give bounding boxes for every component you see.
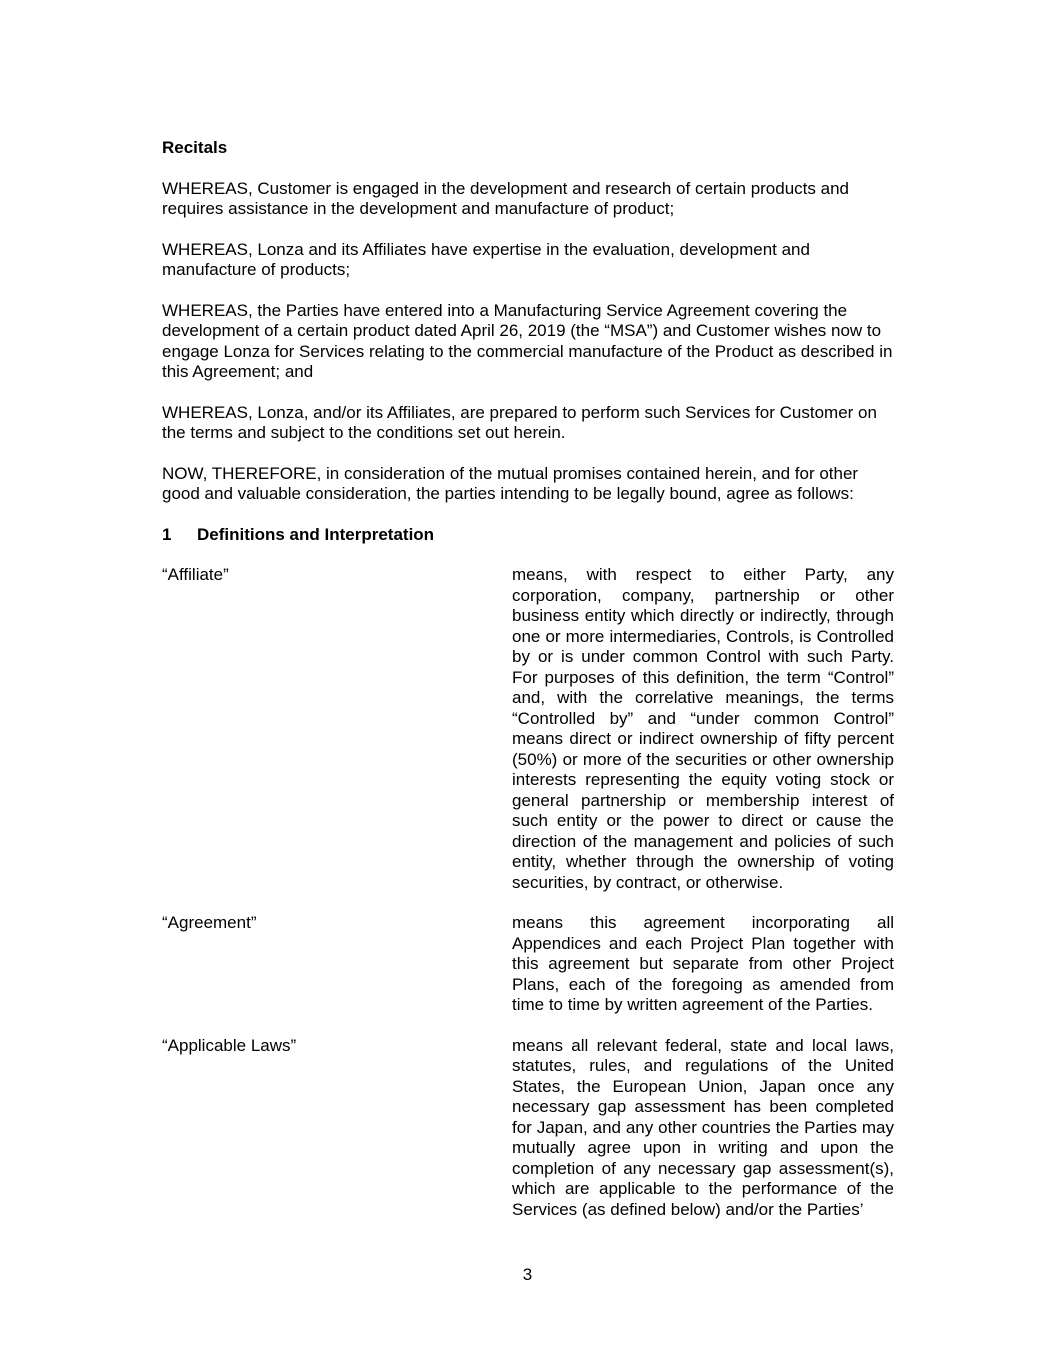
section-title: Definitions and Interpretation <box>197 524 435 544</box>
recital-paragraph: NOW, THEREFORE, in consideration of the mutual promises contained herein, and for other good and valuable consideration, the parties intending to be legally bound, agree as follows: <box>162 463 859 503</box>
definition-term: “Agreement” <box>162 913 257 932</box>
recital-paragraph: WHEREAS, Lonza and its Affiliates have expertise in the evaluation, development and manufacture of products; <box>162 239 810 279</box>
definition-term: “Applicable Laws” <box>162 1035 297 1055</box>
definition-row <box>162 913 894 1016</box>
recitals-heading: Recitals <box>162 138 228 157</box>
definition-term: “Affiliate” <box>162 565 229 584</box>
recital-paragraph: WHEREAS, the Parties have entered into a Manufacturing Service Agreement covering the development of a certain product dated April 26, 2019 (the “MSA”) and Customer wishes now to engage Lonza for Services relating to the commercial manufacture of the Product as described in this Agreement; and <box>162 300 893 381</box>
section-heading <box>162 525 894 546</box>
recital-paragraph: WHEREAS, Lonza, and/or its Affiliates, are prepared to perform such Services for Customer on the terms and subject to the conditions set out herein. <box>162 402 877 442</box>
definition-text: means this agreement incorporating all Appendices and each Project Plan together with this agreement but separate from other Project Plans, each of the foregoing as amended from time to time by written agreement of the Parties. <box>512 913 894 1014</box>
definition-text: means, with respect to either Party, any corporation, company, partnership or other business entity which directly or indirectly, through one or more intermediaries, Controls, is Controlled by or is under common Control with such Party. For purposes of this definition, the term “Control” and, with the correlative meanings, the terms “Controlled by” and “under common Control” means direct or indirect ownership of fifty percent (50%) or more of the securities or other ownership interests representing the equity voting stock or general partnership or membership interest of such entity or the power to direct or cause the direction of the management and policies of such entity, whether through the ownership of voting securities, by contract, or otherwise. <box>512 565 894 892</box>
page-number: 3 <box>522 1265 533 1284</box>
section-number: 1 <box>162 524 172 544</box>
page-content <box>162 138 894 1240</box>
definition-row <box>162 565 894 893</box>
definition-row <box>162 1036 894 1221</box>
definition-text: means all relevant federal, state and local laws, statutes, rules, and regulations of the United States, the European Union, Japan once any necessary gap assessment has been completed for Japan, and any other countries the Parties may mutually agree upon in writing and upon the completion of any necessary gap assessment(s), which are applicable to the performance of the Services (as defined below) and/or the Parties’ <box>512 1035 894 1219</box>
recital-paragraph: WHEREAS, Customer is engaged in the development and research of certain products and requires assistance in the development and manufacture of product; <box>162 178 849 218</box>
